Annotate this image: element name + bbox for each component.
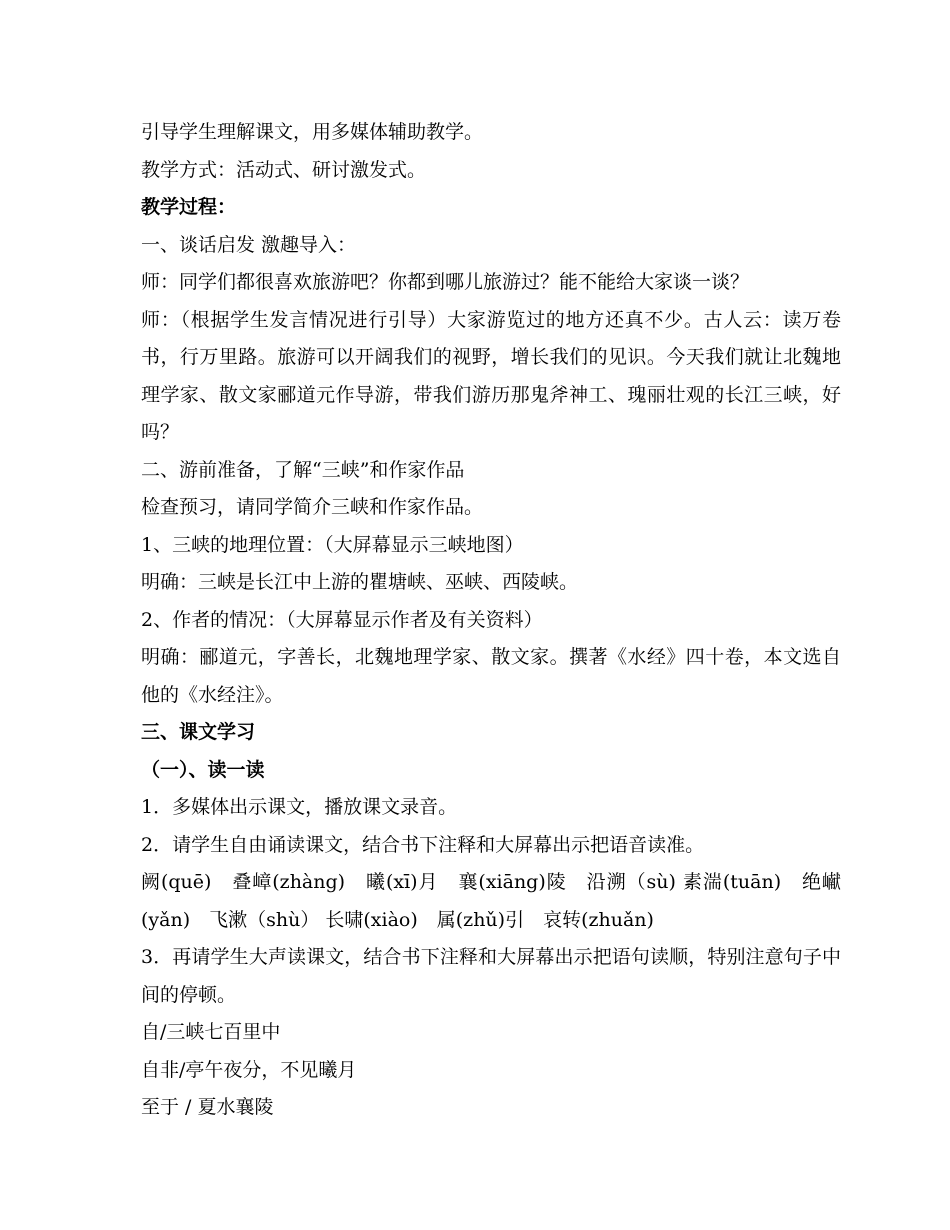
- text-line: 一、谈话启发 激趣导入：: [141, 233, 357, 256]
- text-line: 2．请学生自由诵读课文，结合书下注释和大屏幕出示把语音读准。: [141, 833, 705, 856]
- paragraph: 3．再请学生大声读课文，结合书下注释和大屏幕出示把语句读顺，特别注意句子中间的停顿。: [141, 946, 841, 1006]
- text-line: 引导学生理解课文，用多媒体辅助教学。: [141, 121, 484, 143]
- text-line: 自/三峡七百里中: [141, 1021, 281, 1043]
- subsection-heading: （一）、读一读: [141, 758, 265, 781]
- section-heading: 教学过程：: [141, 196, 237, 218]
- text-line: 至于 / 夏水襄陵: [141, 1096, 274, 1118]
- document-page: [141, 114, 841, 1127]
- text-line: 明确：三峡是长江中上游的瞿塘峡、巫峡、西陵峡。: [141, 571, 579, 593]
- pinyin-list: 阙(quē) 叠嶂(zhàng) 曦(xī)月 襄(xiāng)陵 沿溯（sù) 素湍(tuān) 绝𪩘(yǎn) 飞漱（shù） 长啸(xiào) 属(zhǔ)引 哀转(zhuǎn): [141, 871, 841, 931]
- text-line: 教学方式：活动式、研讨激发式。: [141, 158, 427, 181]
- section-heading: 三、课文学习: [141, 721, 256, 743]
- text-line: 师：同学们都很喜欢旅游吧？你都到哪儿旅游过？能不能给大家谈一谈？: [141, 271, 750, 293]
- text-line: 1．多媒体出示课文，播放课文录音。: [141, 796, 458, 818]
- paragraph: 师：（根据学生发言情况进行引导）大家游览过的地方还真不少。古人云：读万卷书，行万里路。旅游可以开阔我们的视野，增长我们的见识。今天我们就让北魏地理学家、散文家郦道元作导游，带我们游历那鬼斧神工、瑰丽壮观的长江三峡，好吗？: [141, 308, 841, 443]
- paragraph: 明确：郦道元，字善长，北魏地理学家、散文家。撰著《水经》四十卷，本文选自他的《水经注》。: [141, 646, 841, 706]
- text-line: 自非/亭午夜分，不见曦月: [141, 1058, 357, 1081]
- text-line: 1、三峡的地理位置：（大屏幕显示三峡地图）: [141, 533, 524, 556]
- text-line: 二、游前准备，了解“三峡”和作家作品: [141, 458, 465, 481]
- text-line: 2、作者的情况：（大屏幕显示作者及有关资料）: [141, 608, 543, 631]
- text-line: 检查预习，请同学简介三峡和作家作品。: [141, 496, 484, 518]
